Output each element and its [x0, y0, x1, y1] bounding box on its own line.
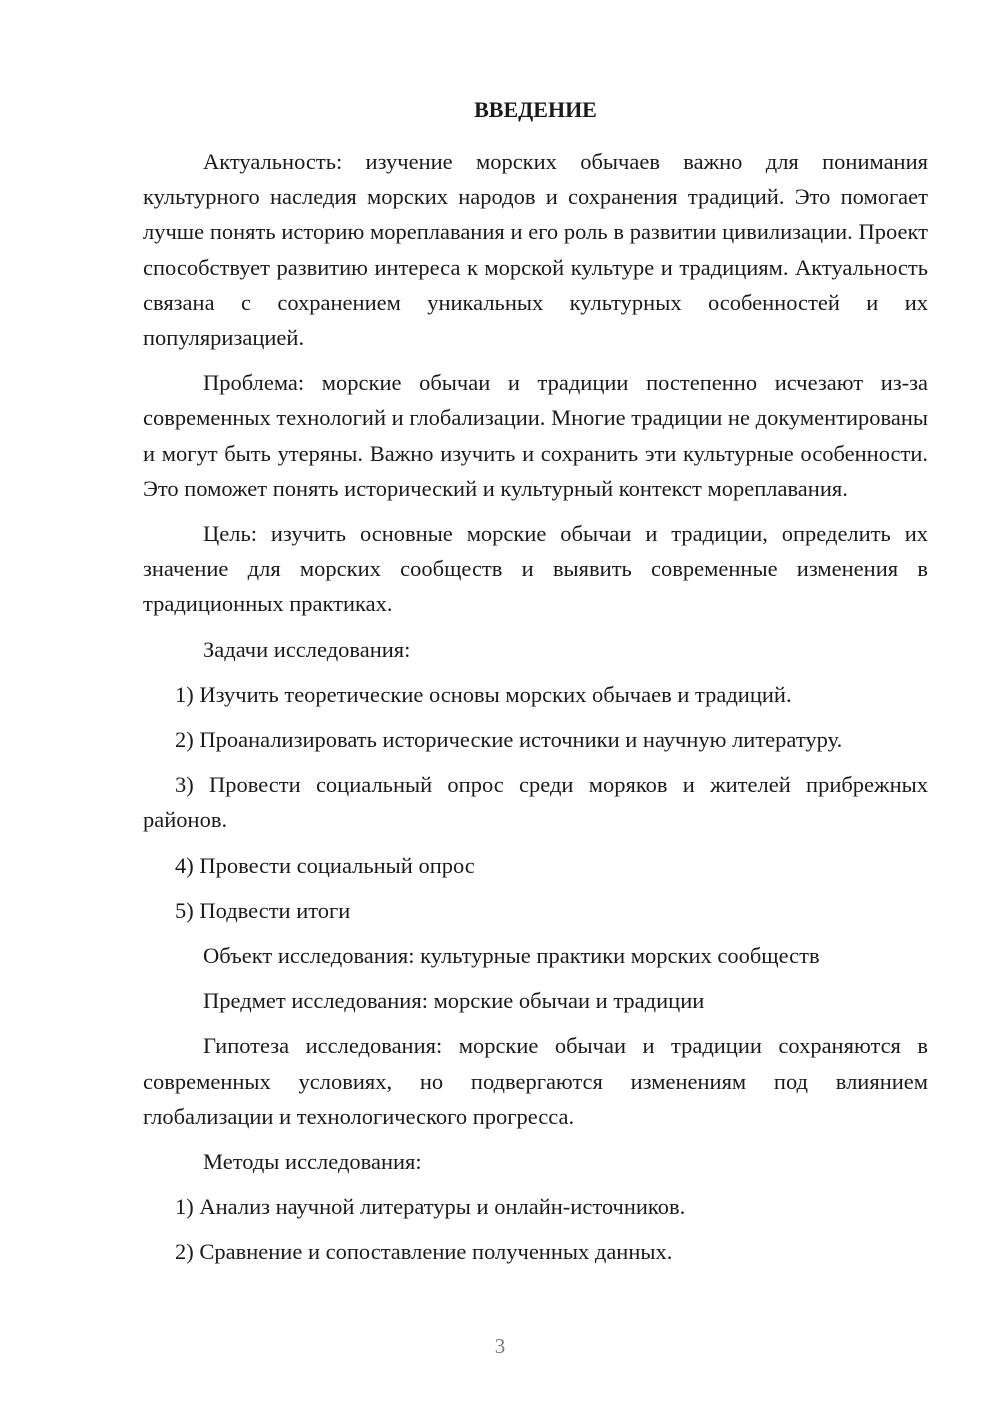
document-page — [143, 92, 928, 1280]
methods-heading: Методы исследования: — [203, 1149, 422, 1175]
method-item-2: 2) Сравнение и сопоставление полученных данных. — [175, 1239, 673, 1265]
page-title: ВВЕДЕНИЕ — [474, 97, 597, 122]
goal-paragraph: Цель: изучить основные морские обычаи и традиции, определить их значение для морских сообществ и выявить современные изменения в традиционных практиках. — [143, 521, 928, 617]
page-number: 3 — [494, 1334, 506, 1358]
research-object: Объект исследования: культурные практики морских сообществ — [203, 943, 820, 969]
tasks-heading: Задачи исследования: — [203, 636, 411, 662]
relevance-paragraph: Актуальность: изучение морских обычаев важно для понимания культурного наследия морских народов и сохранения традиций. Это помогает лучше понять историю мореплавания и его роль в развитии цивилизации. Проект способствует развитию интереса к морской культуре и традициям. Актуальность связана с сохранением уникальных культурных особенностей и их популяризацией. — [143, 149, 928, 351]
hypothesis-paragraph: Гипотеза исследования: морские обычаи и традиции сохраняются в современных условиях, но подвергаются изменениям под влиянием глобализации и технологического прогресса. — [143, 1033, 928, 1129]
task-item-5: 5) Подвести итоги — [175, 897, 351, 923]
task-item-4: 4) Провести социальный опрос — [175, 852, 475, 878]
task-item-1: 1) Изучить теоретические основы морских обычаев и традиций. — [175, 681, 792, 707]
task-item-2: 2) Проанализировать исторические источники и научную литературу. — [175, 727, 843, 753]
method-item-1: 1) Анализ научной литературы и онлайн-источников. — [175, 1194, 686, 1220]
task-item-3: 3) Провести социальный опрос среди моряков и жителей прибрежных районов. — [143, 772, 928, 833]
problem-paragraph: Проблема: морские обычаи и традиции постепенно исчезают из-за современных технологий и глобализации. Многие традиции не документированы и могут быть утеряны. Важно изучить и сохранить эти культурные особенности. Это поможет понять исторический и культурный контекст мореплавания. — [143, 370, 928, 501]
research-subject: Предмет исследования: морские обычаи и традиции — [203, 988, 705, 1014]
